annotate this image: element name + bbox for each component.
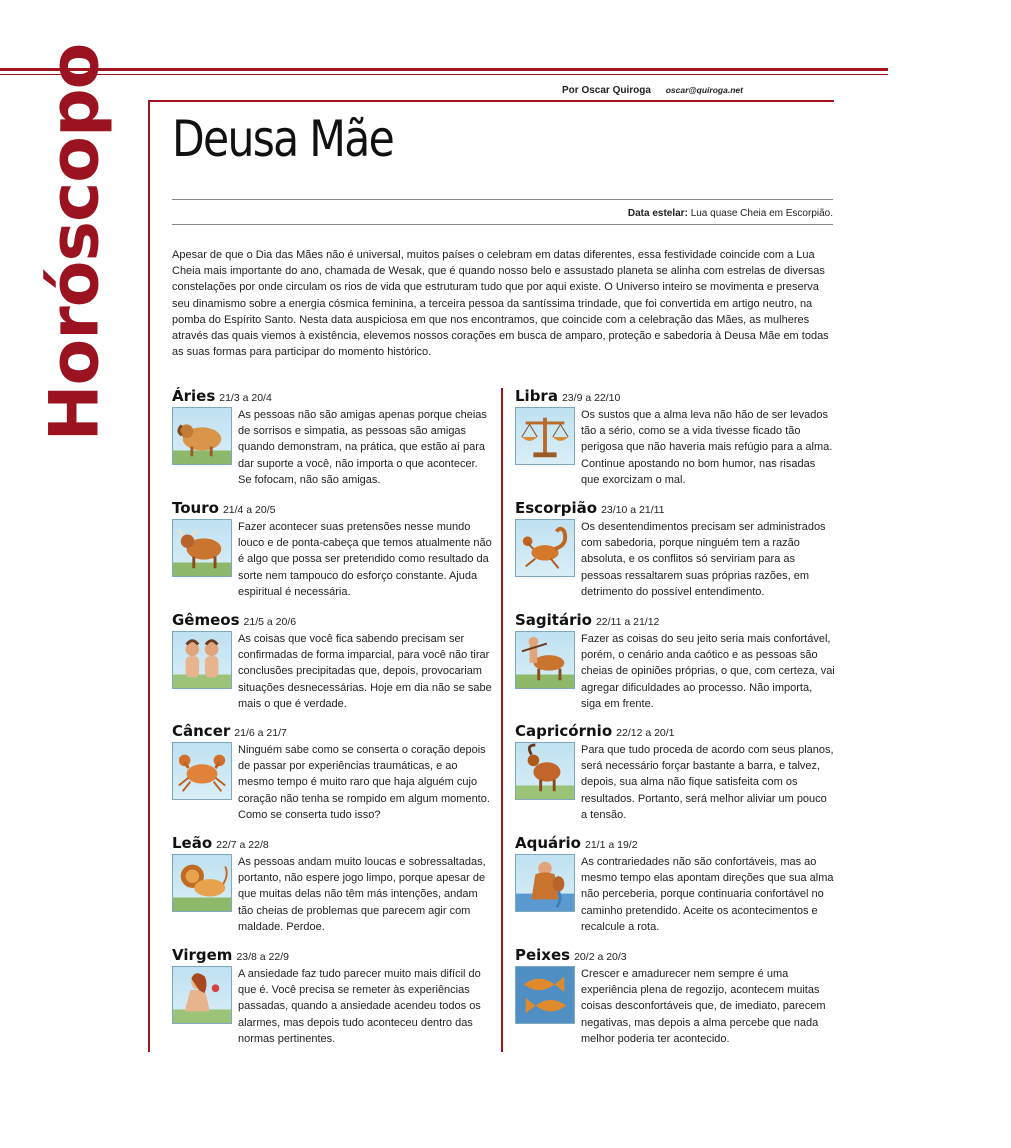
sign-aries bbox=[172, 387, 492, 493]
sign-name: Touro bbox=[172, 499, 219, 517]
intro-paragraph: Apesar de que o Dia das Mães não é universal, muitos países o celebram em datas diferentes, essa festividade coincide com a Lua Cheia mais importante do ano, chamada de Wesak, que é quando nosso belo e assustado planeta se alinha com estrelas de diversas constelações por onde circulam os rios de vida que estruturam tudo que por aqui existe. O Universo inteiro se movimenta e preserva seu dinamismo sobre a energia cósmica feminina, a terceira pessoa da santíssima trindade, que foi convertida em artigo neutro, na pomba do Espírito Santo. Nesta data auspiciosa em que nos encontramos, que coincide com a celebração das Mães, as mulheres através das quais viemos à existência, elevemos nossos corações em busca de amparo, proteção e sabedoria à Deusa Mãe em todas as suas formas para participar do momento histórico. bbox=[172, 249, 829, 359]
sign-name: Virgem bbox=[172, 946, 233, 964]
sign-dates: 21/4 a 20/5 bbox=[222, 504, 276, 516]
sign-sagittarius bbox=[515, 611, 835, 717]
sign-dates: 23/9 a 22/10 bbox=[561, 392, 621, 404]
sign-dates: 21/1 a 19/2 bbox=[585, 839, 638, 851]
sign-name: Áries bbox=[172, 387, 216, 405]
sign-pisces bbox=[515, 946, 835, 1052]
sign-gemini bbox=[172, 611, 492, 717]
byline bbox=[562, 85, 743, 96]
sign-name: Sagitário bbox=[515, 611, 592, 629]
frame-left-rule bbox=[148, 100, 150, 1052]
stardate-value: Lua quase Cheia em Escorpião. bbox=[690, 208, 833, 219]
column-divider bbox=[501, 388, 503, 1052]
sign-name: Câncer bbox=[172, 722, 231, 740]
sign-header bbox=[515, 611, 659, 629]
sign-leo bbox=[172, 834, 492, 940]
sign-header bbox=[172, 387, 272, 405]
sign-text: Fazer acontecer suas pretensões nesse mundo louco e de ponta-cabeça que temos atualmente não é algo que possa ser pretendido como resultado da sorte nem tampouco do esforço constante. Ajuda espiritual é necessária. bbox=[238, 521, 492, 598]
sign-text: As coisas que você fica sabendo precisam ser confirmadas de forma imparcial, para você não tirar conclusões precipitadas que, depois, provocariam situações desnecessárias. Hoje em dia não se sabe mais o que é verdade. bbox=[238, 633, 492, 710]
sign-text: As pessoas não são amigas apenas porque cheias de sorrisos e simpatia, as pessoas são amigas quando demonstram, na prática, que estão aí para dar suporte a você, não importa o que acontecer. Se fofocam, não são amigas. bbox=[238, 409, 487, 486]
sign-header bbox=[172, 611, 296, 629]
sign-dates: 22/12 a 20/1 bbox=[616, 727, 675, 739]
sign-text: Ninguém sabe como se conserta o coração depois de passar por experiências traumáticas, e ao mesmo tempo é muito raro que haja alguém cujo coração não tenha se rompido em algum momento. Como se conserta tudo isso? bbox=[238, 744, 490, 821]
sign-dates: 22/7 a 22/8 bbox=[216, 839, 269, 851]
sign-header bbox=[172, 499, 275, 517]
section-title: Horóscopo bbox=[35, 43, 115, 442]
sign-header bbox=[515, 946, 627, 964]
sign-dates: 22/11 a 21/12 bbox=[595, 616, 660, 628]
sign-taurus bbox=[172, 499, 492, 605]
sign-name: Gêmeos bbox=[172, 611, 240, 629]
sign-capricorn bbox=[515, 722, 835, 828]
sign-name: Capricórnio bbox=[515, 722, 613, 740]
section-title-vertical bbox=[35, 43, 115, 442]
sign-name: Peixes bbox=[515, 946, 571, 964]
sign-scorpio bbox=[515, 499, 835, 605]
sign-text: Os sustos que a alma leva não hão de ser levados tão a sério, como se a vida tivesse ficado tão perigosa que não haveria mais refúgio para a alma. Continue apostando no bom humor, nas risadas que exorcizam o mal. bbox=[581, 409, 833, 486]
sign-text: A ansiedade faz tudo parecer muito mais difícil do que é. Você precisa se remeter às experiências passadas, quando a ansiedade acendeu todos os alarmes, mas depois tudo aconteceu dentro das normas pertinentes. bbox=[238, 968, 481, 1045]
sign-text: As contrariedades não são confortáveis, mas ao mesmo tempo elas apontam direções que sua alma não perceberia, porque continuaria confortável no caminho pretendido. Aceite os acontecimentos e recalcule a rota. bbox=[581, 856, 834, 933]
frame-top-rule bbox=[148, 100, 834, 102]
title-rule-top bbox=[172, 199, 833, 200]
title-rule-bottom bbox=[172, 224, 833, 225]
sign-text: Para que tudo proceda de acordo com seus planos, será necessário forçar bastante a barra, e talvez, depois, sua alma não fique satisfeita com os resultados. Portanto, será melhor aliviar um pouco a tensão. bbox=[581, 744, 834, 821]
byline-email[interactable]: oscar@quiroga.net bbox=[665, 85, 743, 95]
sign-libra bbox=[515, 387, 835, 493]
sign-text: As pessoas andam muito loucas e sobressaltadas, portanto, não espere jogo limpo, porque apesar de que muitas delas não têm más intenções, andam tão cheias de problemas que parecem agir com maldade. Perdoe. bbox=[238, 856, 486, 933]
top-rule-thick bbox=[0, 68, 888, 71]
sign-name: Escorpião bbox=[515, 499, 598, 517]
sign-aquarius bbox=[515, 834, 835, 940]
sign-dates: 21/3 a 20/4 bbox=[219, 392, 272, 404]
sign-header bbox=[515, 834, 638, 852]
sign-header bbox=[515, 722, 675, 740]
sign-text: Os desentendimentos precisam ser administrados com sabedoria, porque ninguém tem a razão absoluta, e os conflitos só serviriam para as pessoas ressaltarem suas próprias razões, em detrimento do possível entendimento. bbox=[581, 521, 826, 598]
stardate bbox=[628, 208, 833, 219]
sign-name: Aquário bbox=[515, 834, 581, 852]
sign-dates: 23/10 a 21/11 bbox=[601, 504, 665, 516]
sign-dates: 20/2 a 20/3 bbox=[574, 951, 627, 963]
sign-header bbox=[515, 499, 665, 517]
sign-text: Fazer as coisas do seu jeito seria mais confortável, porém, o cenário anda caótico e as pessoas são cheias de opiniões próprias, o que, com certeza, vai agregar dificuldades ao processo. Não importa, siga em frente. bbox=[581, 633, 835, 710]
page-title: Deusa Mãe bbox=[172, 110, 394, 168]
sign-name: Leão bbox=[172, 834, 213, 852]
byline-author: Por Oscar Quiroga bbox=[562, 85, 651, 96]
sign-header bbox=[172, 834, 269, 852]
sign-dates: 21/5 a 20/6 bbox=[243, 616, 297, 628]
sign-dates: 21/6 a 21/7 bbox=[234, 727, 287, 739]
sign-header bbox=[172, 722, 287, 740]
sign-text: Crescer e amadurecer nem sempre é uma experiência plena de regozijo, acontecem muitas coisas desconfortáveis que, de imediato, parecem negativas, mas depois a alma percebe que nada melhor poderia ter acontecido. bbox=[581, 968, 826, 1045]
sign-virgo bbox=[172, 946, 492, 1052]
sign-name: Libra bbox=[515, 387, 558, 405]
sign-header bbox=[515, 387, 620, 405]
top-rule-thin bbox=[0, 74, 888, 75]
sign-header bbox=[172, 946, 289, 964]
sign-cancer bbox=[172, 722, 492, 828]
sign-dates: 23/8 a 22/9 bbox=[236, 951, 289, 963]
stardate-label: Data estelar: bbox=[627, 208, 688, 219]
